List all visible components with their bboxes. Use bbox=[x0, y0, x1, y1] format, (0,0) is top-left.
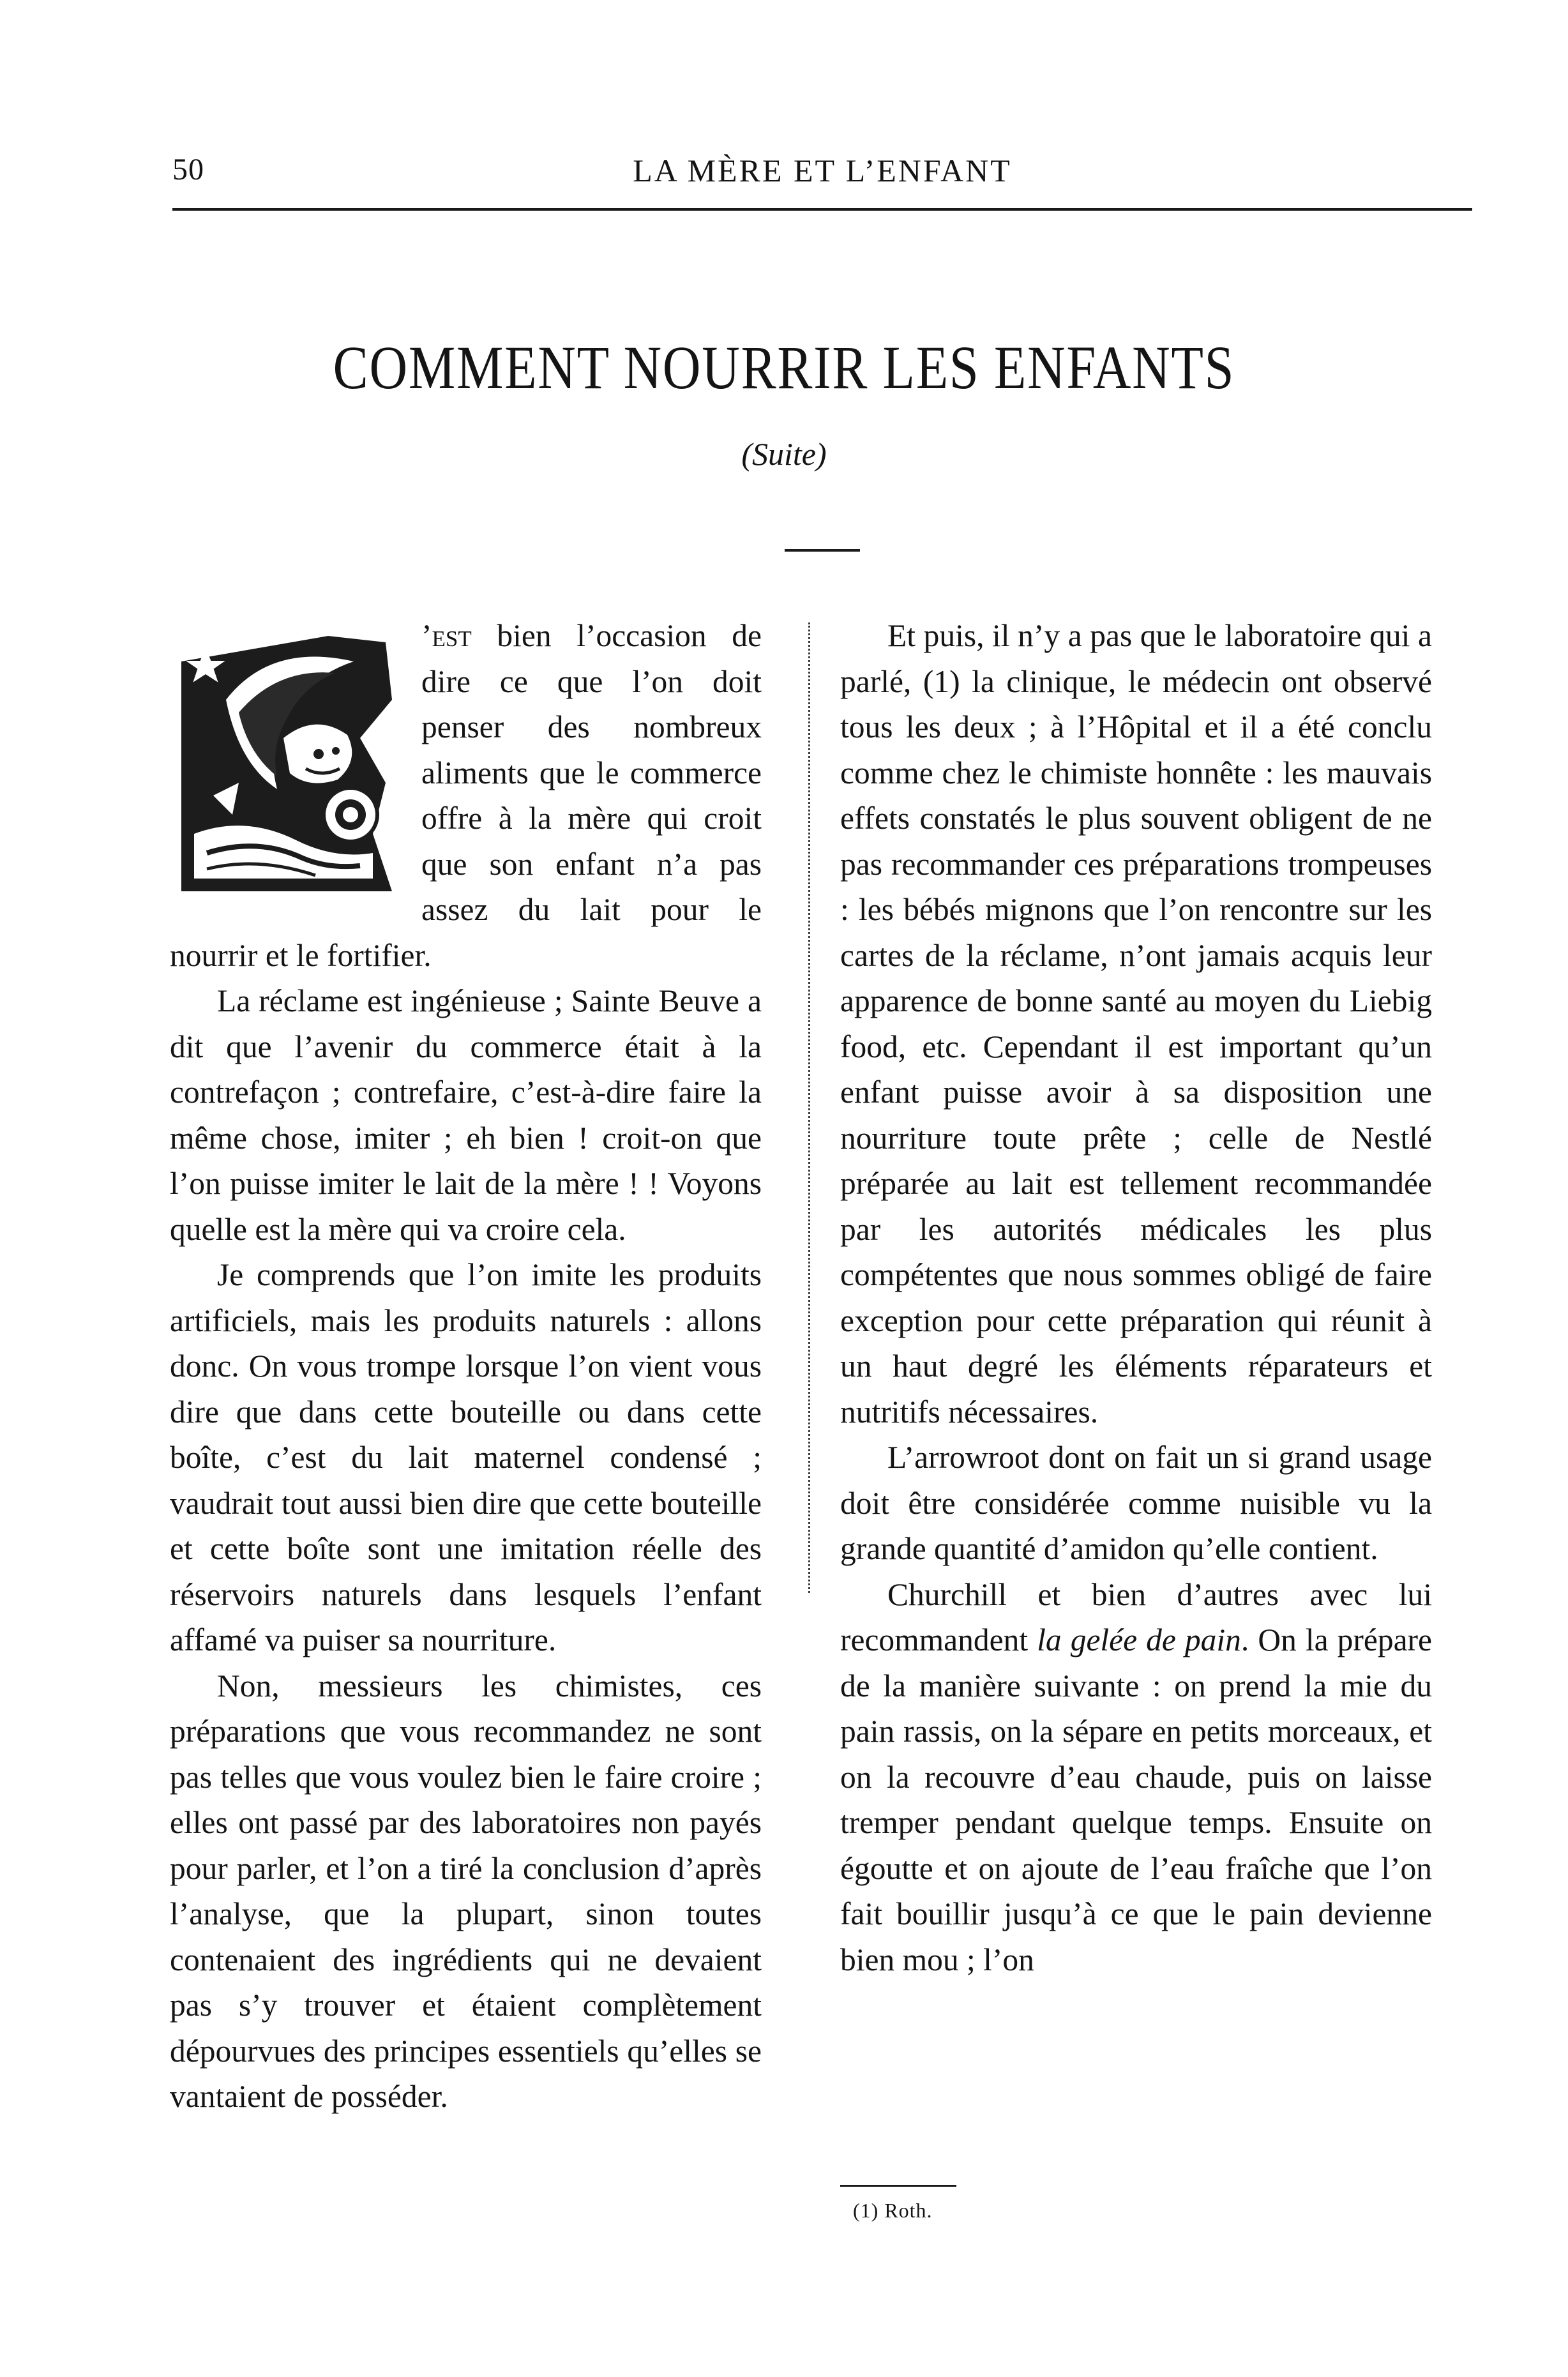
paragraph-1-text: bien l’occasion de dire ce que l’on doit penser des nombreux aliments que le commerce offre à la mère qui croit que son enfant n’a pas assez du lait pour le nourrir et le fortifier. bbox=[170, 618, 762, 973]
page-number: 50 bbox=[172, 153, 204, 186]
paragraph-3: Je comprends que l’on imite les produits artificiels, mais les produits naturels : allons donc. On vous trompe lorsque l’on vient vous dire que dans cette bouteille ou dans cette boîte, c’est du lait maternel condensé ; vaudrait tout aussi bien dire que cette bouteille et cette boîte sont une imitation réelle des réservoirs naturels dans lesquels l’enfant affamé va puiser sa nourriture. bbox=[170, 1257, 762, 1657]
left-column bbox=[170, 613, 762, 2120]
article-title: COMMENT NOURRIR LES ENFANTS bbox=[333, 333, 1235, 402]
paragraph-2: La réclame est ingénieuse ; Sainte Beuve a dit que l’avenir du commerce était à la contrefaçon ; contrefaire, c’est-à-dire faire la même chose, imiter ; eh bien ! croit-on que l’on puisse imiter le lait de la mère ! ! Voyons quelle est la mère qui va croire cela. bbox=[170, 983, 762, 1247]
opening-smallcaps: ’est bbox=[421, 618, 472, 653]
running-title: LA MÈRE ET L’ENFANT bbox=[633, 153, 1012, 188]
paragraph-5: Et puis, il n’y a pas que le laboratoire qui a parlé, (1) la clinique, le médecin ont observé tous les deux ; à l’Hôpital et il a été conclu comme chez le chimiste honnête : les mauvais effets constatés le plus souvent obligent de ne pas recommander ces préparations trompeuses : les bébés mignons que l’on rencontre sur les cartes de la réclame, n’ont jamais acquis leur apparence de bonne santé au moyen du Liebig food, etc. Cependant il est important qu’un enfant puisse avoir à sa disposition une nourriture toute prête ; celle de Nestlé préparée au lait est tellement recommandée par les autorités médicales les plus compétentes que nous sommes obligé de faire exception pour cette préparation qui réunit à un haut degré les éléments réparateurs et nutritifs nécessaires. bbox=[840, 618, 1432, 1430]
article-subtitle: (Suite) bbox=[741, 436, 827, 472]
paragraph-1 bbox=[170, 613, 762, 978]
paragraph-7 bbox=[840, 1572, 1432, 1983]
footnote: (1) Roth. bbox=[853, 2199, 933, 2222]
paragraph-4: Non, messieurs les chimistes, ces préparations que vous recommandez ne sont pas telles que vous voulez bien le faire croire ; elles ont passé par des laboratoires non payés pour parler, et l’on a tiré la conclusion d’après l’analyse, que la plupart, sinon toutes contenaient des ingrédients qui ne devaient pas s’y trouver et étaient complètement dépourvues des principes essentiels qu’elles se vantaient de posséder. bbox=[170, 1668, 762, 2114]
running-header bbox=[172, 152, 1472, 197]
column-divider bbox=[808, 623, 810, 1593]
recipe-name: la gelée de pain bbox=[1037, 1622, 1241, 1657]
paragraph-7-start: Churchill et bien d’autres avec lui recommandent bbox=[840, 1576, 1432, 1657]
ornamental-initial-icon bbox=[169, 623, 405, 899]
paragraph-6: L’arrowroot dont on fait un si grand usage doit être considérée comme nuisible vu la grande quantité d’amidon qu’elle contient. bbox=[840, 1440, 1432, 1566]
dropcap-illustration bbox=[169, 623, 405, 899]
paragraph-7-end: . On la prépare de la manière suivante : on prend la mie du pain rassis, on la sépare en petits morceaux, et on la recouvre d’eau chaude, puis on laisse tremper pendant quelque temps. Ensuite on égoutte et on ajoute de l’eau fraîche que l’on fait bouillir jusqu’à ce que le pain devienne bien mou ; l’on bbox=[840, 1622, 1433, 1977]
footnote-rule bbox=[840, 2185, 956, 2187]
title-rule bbox=[785, 549, 860, 552]
right-column bbox=[840, 613, 1432, 1982]
header-rule bbox=[172, 208, 1472, 211]
